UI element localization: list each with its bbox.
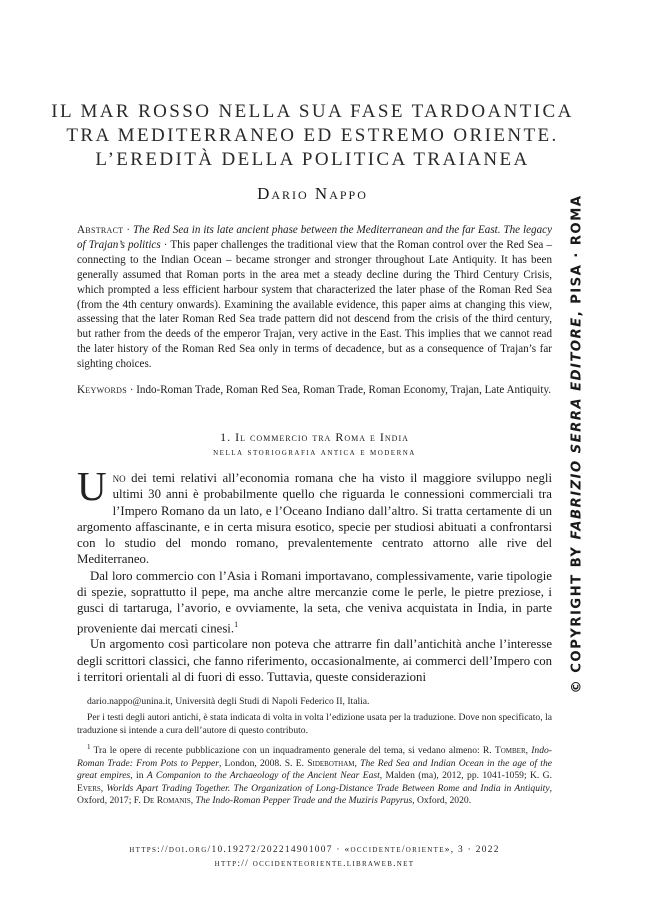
affiliation-note: dario.nappo@unina.it, Università degli Studi di Napoli Federico II, Italia.	[87, 696, 370, 707]
fn1-title-2: The Red Sea and Indian Ocean in the age of the great empires	[77, 757, 552, 782]
fn1-text-d: ,	[354, 757, 361, 769]
fn1-text-c: , London, 2008. S. E.	[218, 757, 308, 769]
paragraph-1	[77, 463, 552, 568]
keywords-text: Indo-Roman Trade, Roman Red Sea, Roman Trade, Roman Economy, Trajan, Late Antiquity.	[136, 384, 552, 396]
article-title	[40, 100, 585, 172]
title-line-3: L’EREDITÀ DELLA POLITICA TRAIANEA	[95, 149, 530, 170]
copyright-prefix: © COPYRIGHT BY	[569, 539, 585, 694]
fn1-title-1: Indo-Roman Trade: From Pots to Pepper	[77, 745, 552, 769]
fn1-title-5: The Indo-Roman Pepper Trade and the Muziris Papyrus	[195, 795, 413, 807]
fn1-text-j: , Oxford, 2020.	[412, 795, 472, 807]
paragraph-3	[77, 636, 552, 685]
paragraph-2	[77, 568, 552, 636]
abstract-separator-2: ·	[160, 238, 171, 251]
drop-cap: U	[77, 463, 107, 509]
keywords-label: Keywords	[77, 384, 127, 396]
title-line-1: IL MAR ROSSO NELLA SUA FASE TARDOANTICA	[51, 101, 574, 122]
paragraph-2-text: Dal loro commercio con l’Asia i Romani importavano, complessivamente, varie tipologie di spezie, soprattutto il pepe, ma anche altre mercanzie come le perle, le pietre preziose, i gusci di tartaruga, l’avorio, e ovviamente, la seta, che veniva acquistata in India, in parte proveniente dai mercati cinesi.	[77, 568, 552, 635]
fn1-text-a: Tra le opere di recente pubblicazione con un inquadramento generale del tema, si vedano almeno: R.	[90, 745, 495, 757]
copyright-margin	[566, 194, 588, 694]
fn1-text-h: , Oxford, 2017; F.	[77, 782, 553, 807]
editions-note: Per i testi degli autori antichi, è stata indicata di volta in volta l’edizione usata per la traduzione. Dove non specificato, la traduzione si intende a cura dell’autore di questo contributo.	[77, 712, 552, 736]
journal-url-link[interactable]: http:// occidenteoriente.libraweb.net	[214, 859, 415, 869]
fn1-title-4: Worlds Apart Trading Together. The Organization of Long-Distance Trade Between Rome and India in Antiquity	[106, 782, 550, 794]
fn1-author-sidebotham: Sidebotham	[307, 757, 355, 769]
abstract-text: This paper challenges the traditional view that the Roman control over the Red Sea – connecting to the Indian Ocean – became stronger and stronger throughout Late Antiquity. It has been generally assumed that Roman ports in the area met a steady decline during the Third Century Crisis, which prompted a less efficient harbour system that characterized the later phase of the Roman Red Sea (from the 4th century onwards). Examining the available evidence, this paper aims at changing this view, assessing that the later Roman Red Sea trade pattern did not descend from the crisis of the third century, but rather from the deeds of the emperor Trajan, very active in the East. This implies that we cannot read the later history of the Roman Red Sea only in terms of decadence, but as a consequence of Trajan’s far sighting choices.	[77, 238, 552, 371]
footnote-1	[77, 741, 552, 807]
keywords	[77, 383, 552, 398]
abstract-separator-1: ·	[123, 224, 134, 236]
section-subheading: nella storiografia antica e moderna	[213, 447, 416, 458]
abstract-label: Abstract	[77, 224, 124, 236]
author-name: Dario Nappo	[257, 184, 368, 203]
fn1-author-deromanis: De Romanis	[143, 795, 191, 807]
fn1-author-evers: Evers	[77, 782, 101, 794]
page-footer	[77, 843, 552, 871]
fn1-text-e: , in	[130, 770, 147, 782]
copyright-publisher: FABRIZIO SERRA EDITORE	[569, 316, 585, 540]
abstract-english-title: The Red Sea in its late ancient phase between the Mediterranean and the far East. The legacy of Trajan’s politics	[77, 224, 552, 251]
footnote-ref-1[interactable]: 1	[234, 619, 239, 629]
fn1-author-tomber: Tomber	[494, 745, 526, 757]
footnotes	[77, 696, 552, 811]
abstract	[77, 223, 552, 372]
fn1-text-i: ,	[190, 795, 196, 807]
fn1-text-f: , Malden (ma), 2012, pp. 1041-1059; K. G.	[379, 770, 552, 782]
section-heading: 1. Il commercio tra Roma e India	[220, 430, 409, 444]
copyright-suffix: , PISA · ROMA	[569, 194, 585, 317]
body-text	[77, 463, 552, 685]
keywords-separator: ·	[126, 384, 137, 396]
doi-link[interactable]: https://doi.org/10.19272/202214901007 · «occidente/oriente», 3 · 2022	[129, 845, 500, 855]
footnote-1-number: 1	[87, 743, 91, 752]
lead-word: no	[112, 471, 126, 485]
copyright-notice	[570, 195, 585, 694]
fn1-text-g: ,	[100, 782, 107, 794]
paragraph-1-text: dei temi relativi all’economia romana che ha visto il maggiore sviluppo negli ultimi 30 anni è probabilmente quello che riguarda le connessioni commerciali tra l’Impero Romano da un lato, e l’Oceano Indiano dall’altro. Si tratta certamente di un argomento affascinante, e in certa misura esotico, specie per studiosi abituati a confrontarsi con lo studio del mondo romano, prevalentemente centrato attorno alle rive del Mediterraneo.	[77, 471, 552, 567]
title-line-2: TRA MEDITERRANEO ED ESTREMO ORIENTE.	[66, 125, 559, 146]
fn1-title-3: A Companion to the Archaeology of the Ancient Near East	[146, 770, 380, 782]
fn1-text-b: ,	[525, 745, 532, 757]
paragraph-3-text: Un argomento così particolare non poteva che attrarre fin dall’antichità anche l’interesse degli scrittori classici, che fanno riferimento, occasionalmente, ai commerci dell’Impero con i territori orientali al di fuori di esso. Tuttavia, queste considerazioni	[77, 637, 552, 684]
